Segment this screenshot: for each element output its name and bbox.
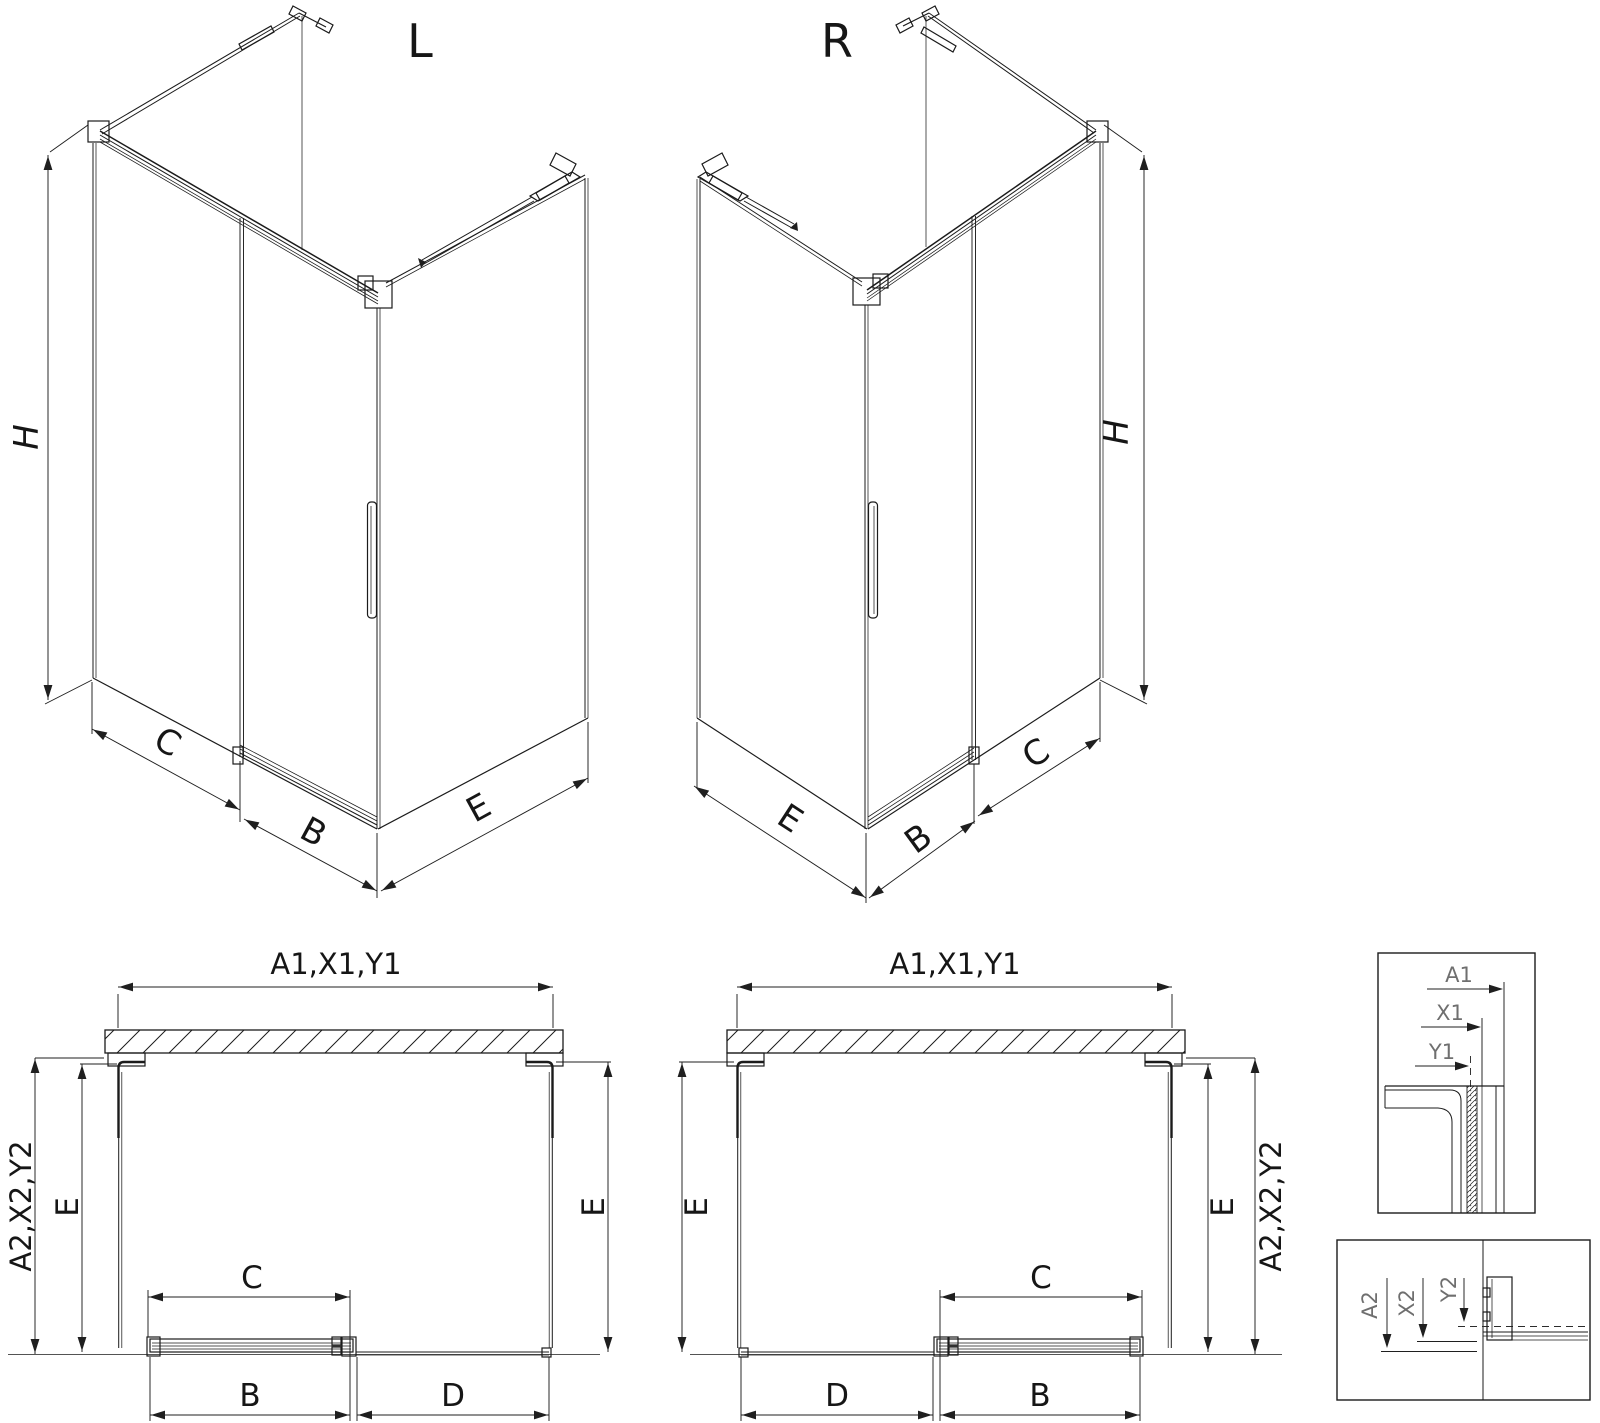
- dim-label-door-left: B: [293, 809, 334, 856]
- back-wall-left: [93, 131, 378, 829]
- door-handle-right: [869, 502, 878, 618]
- plan-view-left: [4, 947, 612, 1421]
- dimension-e-right-outer: [678, 1062, 734, 1352]
- mounting-wall-left: [105, 1030, 563, 1066]
- dim-label-e-right-inner: E: [1205, 1197, 1241, 1217]
- dim-label-b-plan-left: B: [239, 1378, 261, 1414]
- dimension-e-left-inner: [50, 1064, 117, 1352]
- detail-label-x2: X2: [1395, 1289, 1419, 1317]
- wall-bracket-return-left: [418, 153, 580, 268]
- dimension-opening-left: [91, 682, 241, 822]
- dim-label-height-right: H: [1097, 419, 1137, 445]
- section-wall-profile: [1385, 1086, 1504, 1213]
- dim-label-side-right: E: [770, 796, 810, 842]
- dim-label-side-left: E: [459, 785, 498, 832]
- detail-label-x1: X1: [1436, 1001, 1464, 1025]
- door-assembly-plan-right: [690, 1337, 1282, 1357]
- dim-label-opening-right: C: [1015, 730, 1057, 777]
- dimension-width-group-right: [737, 947, 1172, 1028]
- dim-label-e-left-outer: E: [576, 1197, 612, 1217]
- dimension-b-plan-left: [150, 1357, 350, 1421]
- dim-label-c-plan-left: C: [241, 1260, 263, 1296]
- panel-divider-left: [240, 218, 244, 757]
- door-handle-left: [368, 502, 377, 618]
- detail-label-a1: A1: [1445, 963, 1473, 987]
- dim-label-depth-group-left: A2,X2,Y2: [4, 1140, 38, 1272]
- dimension-door-left: [243, 809, 378, 898]
- dim-label-b-plan-right: B: [1029, 1378, 1051, 1414]
- support-bar-left: [100, 6, 333, 250]
- dim-label-d-plan-left: D: [441, 1378, 465, 1414]
- handle-plan-left: [332, 1337, 341, 1345]
- dim-label-width-group-right: A1,X1,Y1: [889, 947, 1021, 981]
- dim-label-door-right: B: [897, 816, 940, 863]
- detail-label-y2: Y2: [1437, 1275, 1461, 1303]
- bottom-track-right: [868, 747, 979, 825]
- mounting-wall-right: [727, 1030, 1185, 1066]
- bottom-track-left: [233, 745, 377, 825]
- side-panels-plan-right: [738, 1062, 1172, 1348]
- dimension-width-group-left: [118, 947, 553, 1028]
- section-door-profile: [1483, 1277, 1588, 1340]
- panel-divider-right: [972, 216, 976, 760]
- handle-plan-right: [949, 1337, 958, 1345]
- dim-label-e-right-outer: E: [679, 1197, 715, 1217]
- variant-label-left: L: [407, 14, 433, 68]
- corner-post-right: [853, 274, 888, 829]
- dimension-d-plan-right: [741, 1357, 933, 1421]
- back-wall-right: [867, 131, 1103, 829]
- dim-label-c-plan-right: C: [1030, 1260, 1052, 1296]
- variant-label-right: R: [821, 14, 853, 68]
- iso-view-right: [693, 6, 1149, 903]
- detail-depth-profile: [1337, 1240, 1590, 1400]
- dimension-e-left-outer: [556, 1062, 612, 1352]
- iso-view-left: [7, 6, 589, 898]
- plan-view-right: [678, 947, 1288, 1421]
- dim-label-e-left-inner: E: [50, 1197, 86, 1217]
- detail-label-a2: A2: [1358, 1291, 1382, 1319]
- door-assembly-plan-left: [8, 1337, 600, 1357]
- return-panel-right: [697, 177, 867, 829]
- detail-width-profile: [1378, 953, 1535, 1213]
- support-bar-right: [896, 6, 1096, 247]
- dimension-b-plan-right: [940, 1357, 1140, 1421]
- return-panel-left: [378, 175, 588, 832]
- dim-label-width-group-left: A1,X1,Y1: [270, 947, 402, 981]
- wall-bracket-return-right: [698, 153, 798, 231]
- dimension-door-right: [867, 764, 976, 901]
- side-panels-plan-left: [119, 1062, 553, 1348]
- corner-post-left: [358, 276, 392, 829]
- dimension-e-right-inner: [1174, 1064, 1241, 1352]
- dim-label-depth-group-right: A2,X2,Y2: [1254, 1140, 1288, 1272]
- section-glass: [1467, 1086, 1477, 1213]
- dimension-opening-right: [977, 682, 1102, 819]
- dim-label-opening-left: C: [147, 719, 188, 766]
- dim-label-height-left: H: [7, 424, 47, 450]
- dimension-height-right: [1097, 125, 1148, 704]
- dim-label-d-plan-right: D: [825, 1378, 849, 1414]
- dimension-d-plan-left: [357, 1357, 549, 1421]
- dimension-height-left: [7, 125, 92, 704]
- detail-label-y1: Y1: [1428, 1040, 1456, 1064]
- dimension-side-left: [380, 722, 589, 894]
